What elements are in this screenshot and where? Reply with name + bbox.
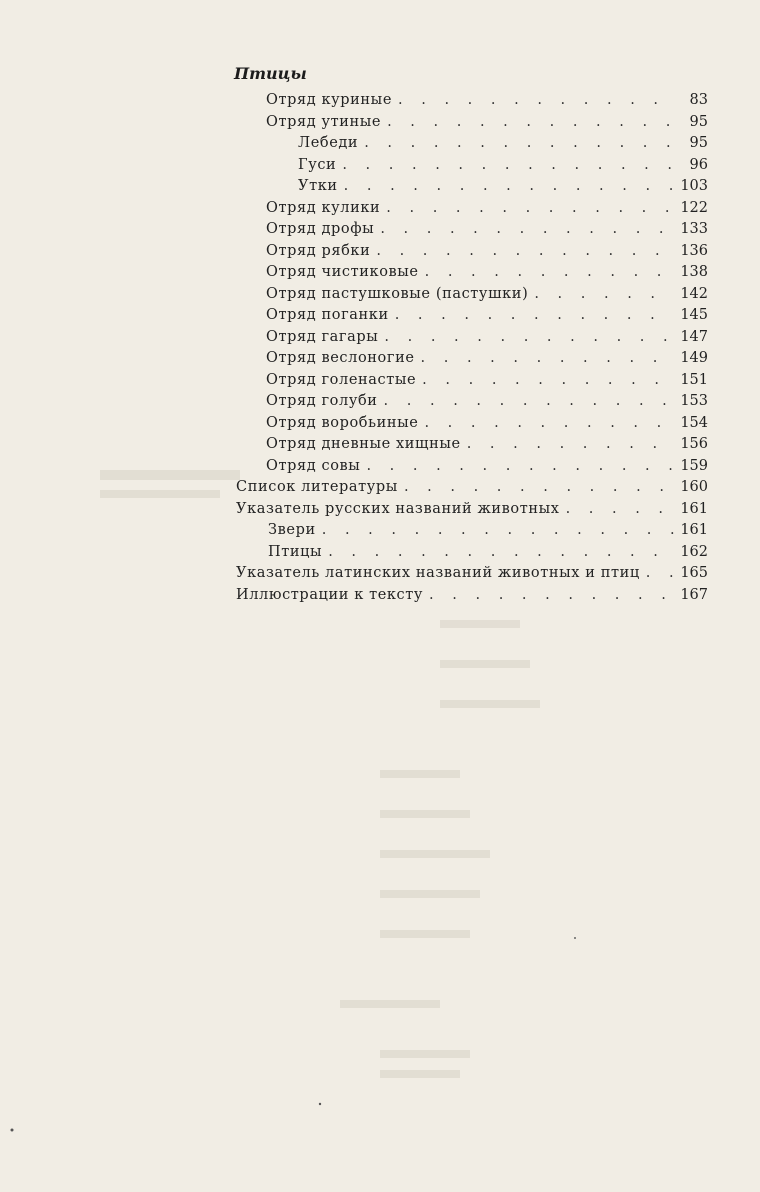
toc-dot-leader	[429, 587, 674, 603]
toc-entry-page-number: 156	[680, 436, 708, 452]
toc-entry	[236, 587, 708, 609]
toc-entry-page-number: 147	[680, 328, 708, 345]
toc-dot-leader	[404, 479, 674, 495]
toc-entry-label: Отряд совы	[266, 457, 361, 474]
toc-entry-page-number: 167	[680, 586, 708, 603]
toc-entry-label: Птицы	[268, 543, 323, 560]
toc-entry-label: Отряд поганки	[266, 307, 389, 323]
toc-entry	[236, 565, 708, 587]
toc-entry-page-number: 161	[680, 522, 708, 538]
toc-entry-label: Отряд голуби	[266, 393, 378, 409]
toc-dot-leader	[424, 415, 674, 431]
toc-entry-page-number: 160	[680, 479, 708, 495]
toc-entry	[266, 114, 708, 136]
toc-entry	[298, 157, 708, 179]
toc-entry-page-number: 96	[689, 156, 708, 173]
toc-dot-leader	[387, 114, 674, 130]
toc-dot-leader	[395, 307, 674, 323]
toc-entry-label: Иллюстрации к тексту	[236, 586, 424, 603]
toc-entry	[266, 92, 708, 114]
toc-dot-leader	[384, 329, 674, 345]
toc-dot-leader	[344, 178, 674, 194]
toc-entry-label: Лебеди	[298, 135, 359, 151]
toc-entry	[266, 458, 708, 480]
toc-entry-label: Отряд гагары	[266, 328, 379, 345]
toc-entry	[266, 286, 708, 308]
toc-entry-label: Отряд кулики	[266, 199, 381, 216]
toc-entry	[266, 350, 708, 372]
toc-entry	[266, 329, 708, 351]
toc-entry	[266, 307, 708, 329]
toc-entry-page-number: 95	[689, 113, 708, 130]
toc-dot-leader	[398, 92, 674, 108]
toc-entry-page-number: 133	[680, 221, 708, 237]
toc-dot-leader	[322, 522, 674, 538]
toc-entry	[266, 372, 708, 394]
toc-entry	[236, 501, 708, 523]
toc-entry-page-number: 154	[680, 414, 708, 431]
toc-entry-label: Отряд утиные	[266, 113, 382, 130]
toc-entry	[268, 544, 708, 566]
toc-entry-label: Утки	[298, 178, 338, 194]
toc-entry	[266, 243, 708, 265]
toc-dot-leader	[328, 544, 674, 560]
toc-entry-page-number: 151	[680, 371, 708, 388]
toc-dot-leader	[366, 458, 674, 474]
toc-entry-label: Отряд чистиковые	[266, 264, 419, 280]
toc-entry	[266, 393, 708, 415]
toc-entry-page-number: 122	[680, 199, 708, 216]
toc-dot-leader	[425, 264, 674, 280]
toc-entry-page-number: 136	[680, 242, 708, 259]
toc-entry-page-number: 83	[689, 92, 708, 108]
toc-dot-leader	[566, 501, 674, 517]
toc-entry	[298, 178, 708, 200]
toc-entry-label: Указатель русских названий животных	[236, 500, 560, 517]
toc-entry-label: Гуси	[298, 156, 337, 173]
toc-entry	[268, 522, 708, 544]
toc-dot-leader	[421, 350, 674, 366]
toc-entry-page-number: 95	[689, 135, 708, 151]
toc-dot-leader	[386, 200, 674, 216]
toc-entry-page-number: 142	[680, 285, 708, 302]
toc-entry-page-number: 103	[680, 178, 708, 194]
toc-entry-page-number: 161	[680, 500, 708, 517]
toc-dot-leader	[467, 436, 674, 452]
toc-dot-leader	[534, 286, 674, 302]
toc-entry	[266, 221, 708, 243]
toc-dot-leader	[342, 157, 674, 173]
section-title: Птицы	[234, 64, 307, 83]
toc-dot-leader	[380, 221, 674, 237]
toc-entry	[298, 135, 708, 157]
toc-entry-label: Отряд пастушковые (пастушки)	[266, 285, 529, 302]
toc-entry-label: Отряд дрофы	[266, 221, 375, 237]
toc-entry-page-number: 138	[680, 264, 708, 280]
toc-dot-leader	[384, 393, 674, 409]
toc-entry-page-number: 162	[680, 543, 708, 560]
toc-entry-label: Отряд рябки	[266, 242, 371, 259]
toc-entry-label: Указатель латинских названий животных и птиц	[236, 565, 640, 581]
toc-entry-label: Звери	[268, 522, 316, 538]
toc-entry-page-number: 149	[680, 350, 708, 366]
toc-dot-leader	[422, 372, 674, 388]
toc-entry-page-number: 165	[680, 565, 708, 581]
toc-dot-leader	[646, 565, 674, 581]
toc-dot-leader	[364, 135, 674, 151]
toc-entry-page-number: 153	[680, 393, 708, 409]
toc-entry-label: Отряд дневные хищные	[266, 436, 461, 452]
toc-entry-label: Отряд веслоногие	[266, 350, 415, 366]
toc-entry-label: Список литературы	[236, 479, 398, 495]
toc-entry	[236, 479, 708, 501]
toc-entry-label: Отряд воробьиные	[266, 414, 419, 431]
toc-entry-label: Отряд куриные	[266, 92, 393, 108]
toc-entry-label: Отряд голенастые	[266, 371, 417, 388]
toc-dot-leader	[376, 243, 674, 259]
toc-entry-page-number: 145	[680, 307, 708, 323]
toc-entry-page-number: 159	[680, 457, 708, 474]
toc-entry	[266, 415, 708, 437]
toc-entry	[266, 264, 708, 286]
toc-entry	[266, 436, 708, 458]
toc-entry	[266, 200, 708, 222]
